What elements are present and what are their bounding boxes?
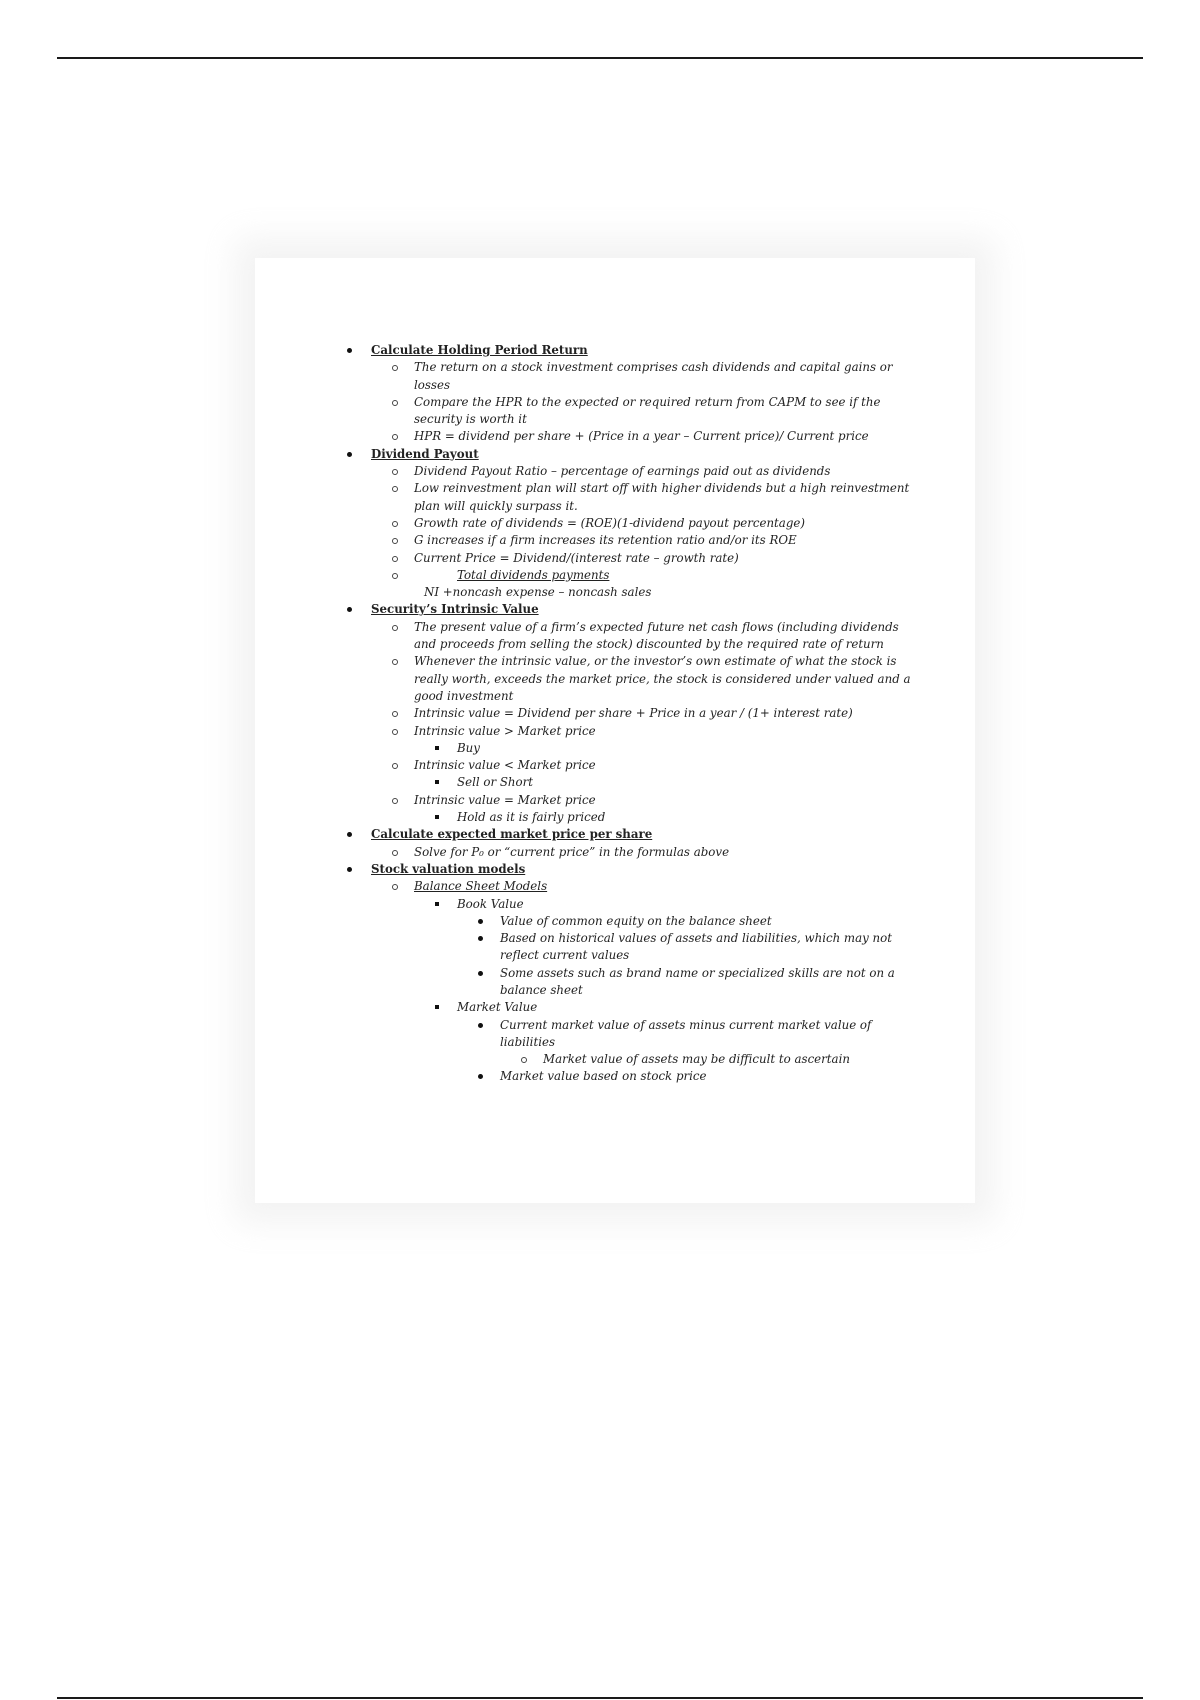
list-item: Market value of assets may be difficult to ascertain [343, 1051, 923, 1068]
circle-bullet-icon [392, 469, 398, 475]
bullet-icon [478, 1023, 483, 1028]
circle-bullet-icon [392, 573, 398, 579]
circle-bullet-icon [392, 365, 398, 371]
fraction-denominator-row [343, 584, 923, 601]
square-bullet-icon [435, 1005, 439, 1009]
section-heading-hpr: Calculate Holding Period Return [343, 342, 923, 359]
list-item: Growth rate of dividends = (ROE)(1-dividend payout percentage) [343, 515, 923, 532]
list-item: Intrinsic value = Market price [343, 792, 923, 809]
list-item: Some assets such as brand name or specialized skills are not on a balance sheet [343, 965, 923, 1000]
list-item: The present value of a firm’s expected future net cash flows (including dividends and proceeds from selling the stock) discounted by the required rate of return [343, 619, 923, 654]
circle-bullet-icon [392, 625, 398, 631]
square-bullet-icon [435, 815, 439, 819]
section-heading-intrinsic-value: Security’s Intrinsic Value [343, 601, 923, 618]
square-bullet-icon [435, 902, 439, 906]
fraction-item [343, 567, 923, 584]
circle-bullet-icon [392, 711, 398, 717]
bullet-icon [478, 1074, 483, 1079]
list-item: Solve for P₀ or “current price” in the formulas above [343, 844, 923, 861]
bullet-icon [347, 348, 352, 353]
circle-bullet-icon [392, 521, 398, 527]
circle-bullet-icon [392, 486, 398, 492]
list-item: Value of common equity on the balance sheet [343, 913, 923, 930]
list-item: Intrinsic value = Dividend per share + Price in a year / (1+ interest rate) [343, 705, 923, 722]
list-item: Sell or Short [343, 774, 923, 791]
page-top-rule [57, 57, 1143, 59]
list-item: Compare the HPR to the expected or required return from CAPM to see if the security is worth it [343, 394, 923, 429]
list-item: Buy [343, 740, 923, 757]
list-item: Based on historical values of assets and liabilities, which may not reflect current values [343, 930, 923, 965]
circle-bullet-icon [392, 434, 398, 440]
section-heading-valuation-models: Stock valuation models [343, 861, 923, 878]
bullet-icon [478, 971, 483, 976]
circle-bullet-icon [392, 556, 398, 562]
list-item: Balance Sheet Models [343, 878, 923, 895]
circle-bullet-icon [521, 1057, 527, 1063]
list-item: Book Value [343, 896, 923, 913]
circle-bullet-icon [392, 798, 398, 804]
list-item: Current market value of assets minus current market value of liabilities [343, 1017, 923, 1052]
list-item: G increases if a firm increases its retention ratio and/or its ROE [343, 532, 923, 549]
circle-bullet-icon [392, 884, 398, 890]
square-bullet-icon [435, 780, 439, 784]
list-item: The return on a stock investment comprises cash dividends and capital gains or losses [343, 359, 923, 394]
bullet-icon [478, 919, 483, 924]
notes-outline [343, 342, 923, 1086]
list-item: Market value based on stock price [343, 1068, 923, 1085]
circle-bullet-icon [392, 400, 398, 406]
circle-bullet-icon [392, 659, 398, 665]
list-item: Current Price = Dividend/(interest rate – growth rate) [343, 550, 923, 567]
section-heading-expected-price: Calculate expected market price per share [343, 826, 923, 843]
circle-bullet-icon [392, 729, 398, 735]
section-heading-dividend-payout: Dividend Payout [343, 446, 923, 463]
list-item: Market Value [343, 999, 923, 1016]
bullet-icon [347, 832, 352, 837]
list-item: HPR = dividend per share + (Price in a year – Current price)/ Current price [343, 428, 923, 445]
fraction-denominator: NI +noncash expense – noncash sales [424, 585, 652, 600]
bullet-icon [478, 936, 483, 941]
square-bullet-icon [435, 746, 439, 750]
list-item: Intrinsic value > Market price [343, 723, 923, 740]
list-item: Low reinvestment plan will start off with higher dividends but a high reinvestment plan will quickly surpass it. [343, 480, 923, 515]
bullet-icon [347, 452, 352, 457]
circle-bullet-icon [392, 850, 398, 856]
list-item: Intrinsic value < Market price [343, 757, 923, 774]
page-bottom-rule [57, 1697, 1143, 1699]
list-item: Dividend Payout Ratio – percentage of earnings paid out as dividends [343, 463, 923, 480]
bullet-icon [347, 867, 352, 872]
bullet-icon [347, 607, 352, 612]
list-item: Whenever the intrinsic value, or the investor’s own estimate of what the stock is really worth, exceeds the market price, the stock is considered under valued and a good investment [343, 653, 923, 705]
fraction-numerator: Total dividends payments [457, 567, 610, 582]
list-item: Hold as it is fairly priced [343, 809, 923, 826]
circle-bullet-icon [392, 763, 398, 769]
circle-bullet-icon [392, 538, 398, 544]
